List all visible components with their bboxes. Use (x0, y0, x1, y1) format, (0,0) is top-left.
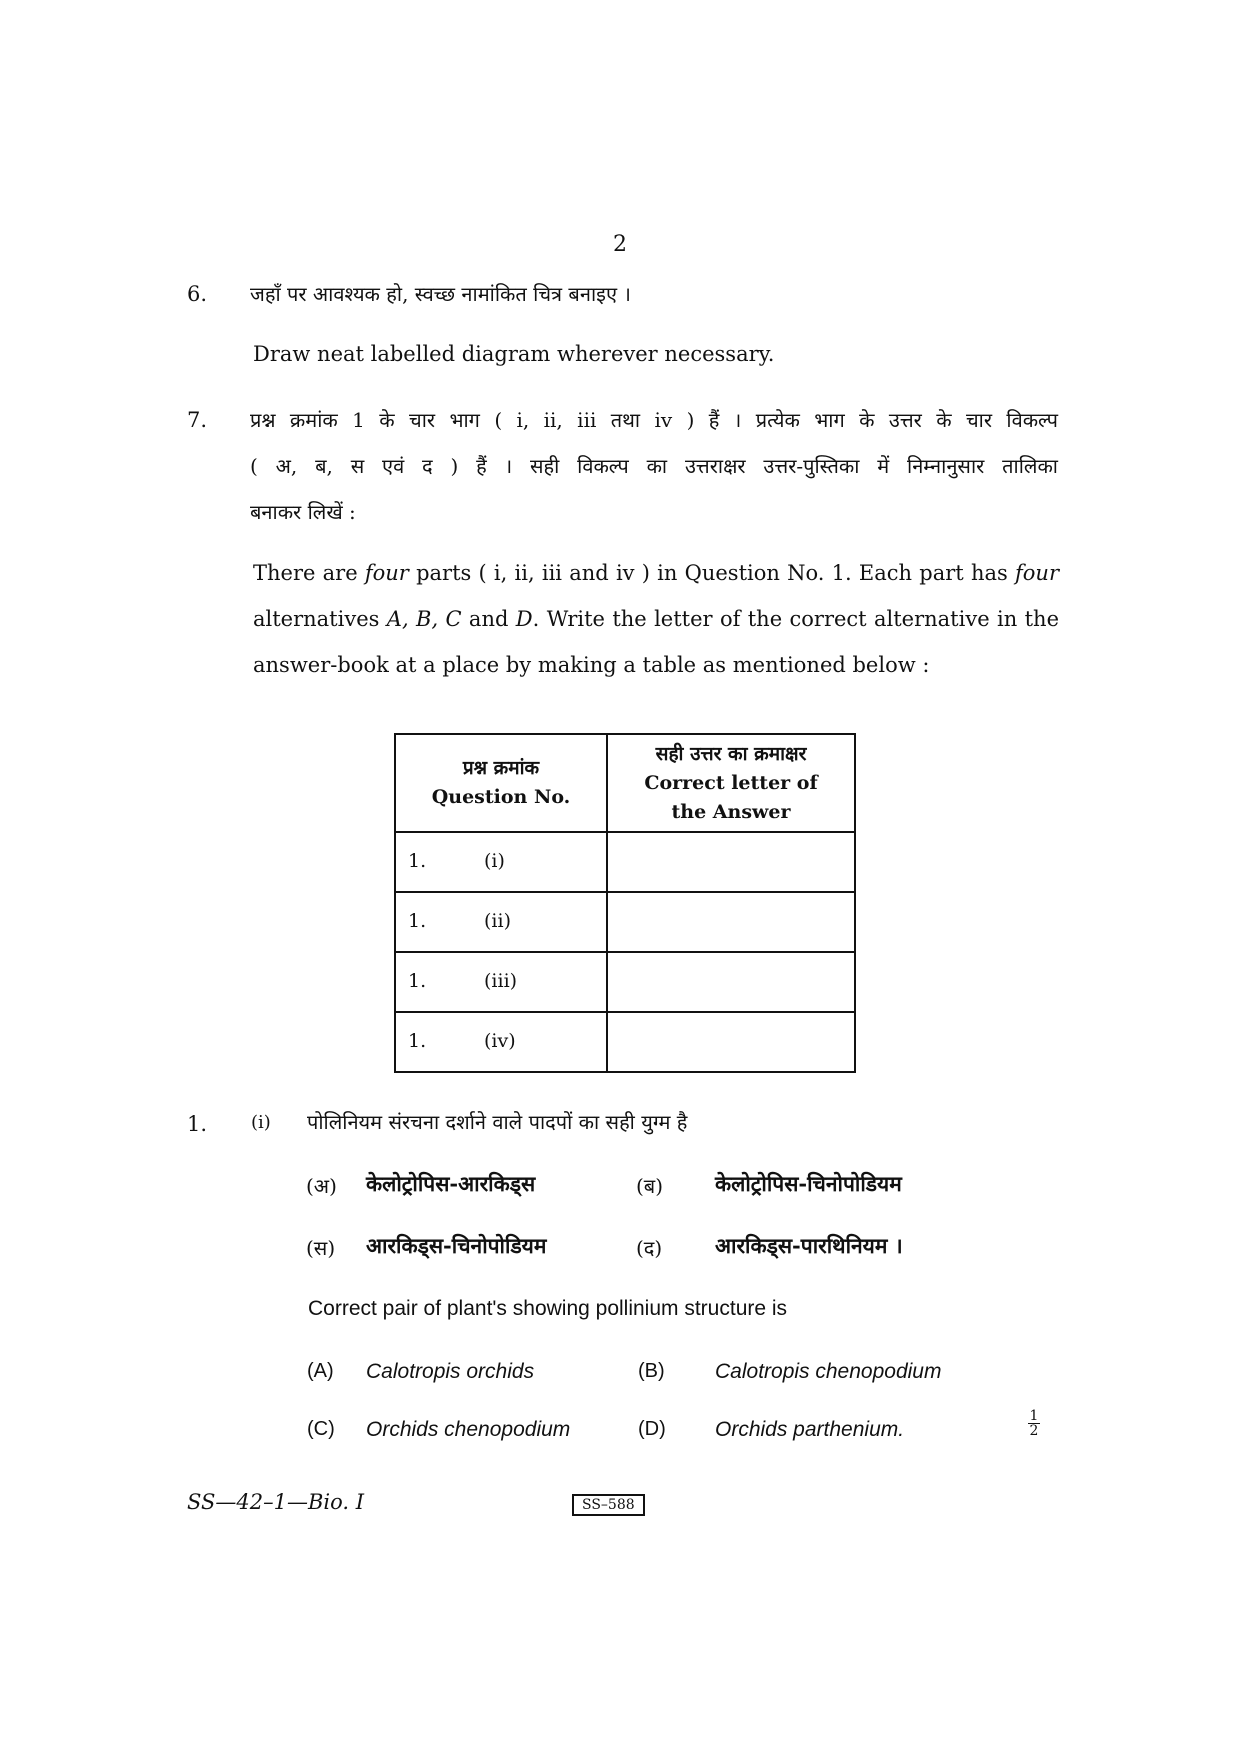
table-row (395, 1012, 855, 1072)
english-option-c-label: (C) (307, 1418, 335, 1440)
hindi-option-b-label: (ब) (636, 1174, 664, 1198)
english-four-2: four (1015, 561, 1059, 585)
english-option-d-text: Orchids parthenium. (715, 1418, 905, 1441)
english-text-2: parts ( i, ii, iii and iv ) in Question No. 1. Each part has (408, 561, 1016, 585)
instruction-7-hindi-line1: प्रश्न क्रमांक 1 के चार भाग ( i, ii, iii तथा iv ) हैं । प्रत्येक भाग के उत्तर के चार विकल्प (250, 408, 1058, 432)
row-number: 1. (408, 910, 427, 932)
instruction-7-english (253, 550, 1059, 688)
hindi-option-a-label: (अ) (306, 1174, 337, 1198)
question-english-text: Correct pair of plant's showing pollinium structure is (308, 1297, 788, 1320)
english-d: D (515, 607, 533, 631)
hindi-option-c-text: आरकिड्स-चिनोपोडियम (366, 1233, 547, 1258)
header-correct-letter-hindi: सही उत्तर का क्रमाक्षर (655, 742, 807, 765)
answer-cell (607, 832, 855, 892)
question-cell (395, 952, 607, 1012)
hindi-option-a-text: केलोट्रोपिस-आरकिड्स (366, 1171, 536, 1196)
table-row (395, 892, 855, 952)
english-text-3: alternatives (253, 607, 387, 631)
instruction-6-hindi: जहाँ पर आवश्यक हो, स्वच्छ नामांकित चित्र बनाइए । (250, 282, 631, 306)
english-option-b-text: Calotropis chenopodium (715, 1360, 942, 1383)
row-part: (iii) (484, 970, 518, 992)
table-row (395, 952, 855, 1012)
english-option-c-text: Orchids chenopodium (366, 1418, 571, 1441)
answer-cell (607, 1012, 855, 1072)
answer-cell (607, 952, 855, 1012)
answer-format-table (394, 733, 856, 1073)
header-correct-letter (607, 734, 855, 832)
question-cell (395, 892, 607, 952)
question-cell (395, 832, 607, 892)
marks-numerator: 1 (1029, 1408, 1039, 1424)
english-text-4: . Write the letter of the correct alternative in the answer-book at a place by making a table as mentioned below : (253, 607, 1059, 677)
hindi-option-c-label: (स) (306, 1236, 336, 1260)
header-question-no-english: Question No. (431, 786, 571, 808)
table-row (395, 832, 855, 892)
english-option-b-label: (B) (638, 1360, 665, 1382)
question-part: (i) (251, 1112, 271, 1133)
instruction-6-number: 6. (187, 282, 208, 306)
english-and: and (461, 607, 516, 631)
hindi-option-d-text: आरकिड्स-पारथिनियम । (715, 1233, 903, 1258)
instruction-7-hindi-line3: बनाकर लिखें : (250, 500, 356, 524)
english-abc: A, B, C (386, 607, 462, 631)
english-four-1: four (364, 561, 409, 585)
paper-code: SS—42–1—Bio. I (187, 1490, 365, 1514)
header-correct-letter-english-2: the Answer (671, 800, 791, 823)
answer-cell (607, 892, 855, 952)
english-option-d-label: (D) (638, 1418, 666, 1440)
question-cell (395, 1012, 607, 1072)
row-number: 1. (408, 1030, 427, 1052)
english-option-a-text: Calotropis orchids (366, 1360, 535, 1383)
header-question-no-hindi: प्रश्न क्रमांक (462, 757, 540, 779)
row-number: 1. (408, 850, 427, 872)
row-part: (iv) (484, 1030, 516, 1052)
row-part: (i) (484, 850, 505, 872)
hindi-option-d-label: (द) (636, 1236, 663, 1260)
hindi-option-b-text: केलोट्रोपिस-चिनोपोडियम (715, 1171, 902, 1196)
header-correct-letter-english-1: Correct letter of (644, 771, 818, 794)
question-hindi-text: पोलिनियम संरचना दर्शाने वाले पादपों का सही युग्म है (307, 1110, 688, 1134)
marks-half (1024, 1410, 1044, 1437)
instruction-7-hindi-line2: ( अ, ब, स एवं द ) हैं । सही विकल्प का उत्तराक्षर उत्तर-पुस्तिका में निम्नानुसार तालिका (250, 454, 1058, 478)
marks-denominator: 2 (1029, 1423, 1039, 1439)
question-number: 1. (187, 1112, 208, 1136)
instruction-7-number: 7. (187, 408, 208, 432)
page-number: 2 (613, 232, 627, 257)
instruction-6-english: Draw neat labelled diagram wherever necessary. (253, 342, 775, 366)
english-text-1: There are (253, 561, 365, 585)
row-number: 1. (408, 970, 427, 992)
row-part: (ii) (484, 910, 511, 932)
header-question-no (395, 734, 607, 832)
series-code-box: SS–588 (572, 1494, 645, 1516)
english-option-a-label: (A) (307, 1360, 334, 1382)
table-header-row (395, 734, 855, 832)
